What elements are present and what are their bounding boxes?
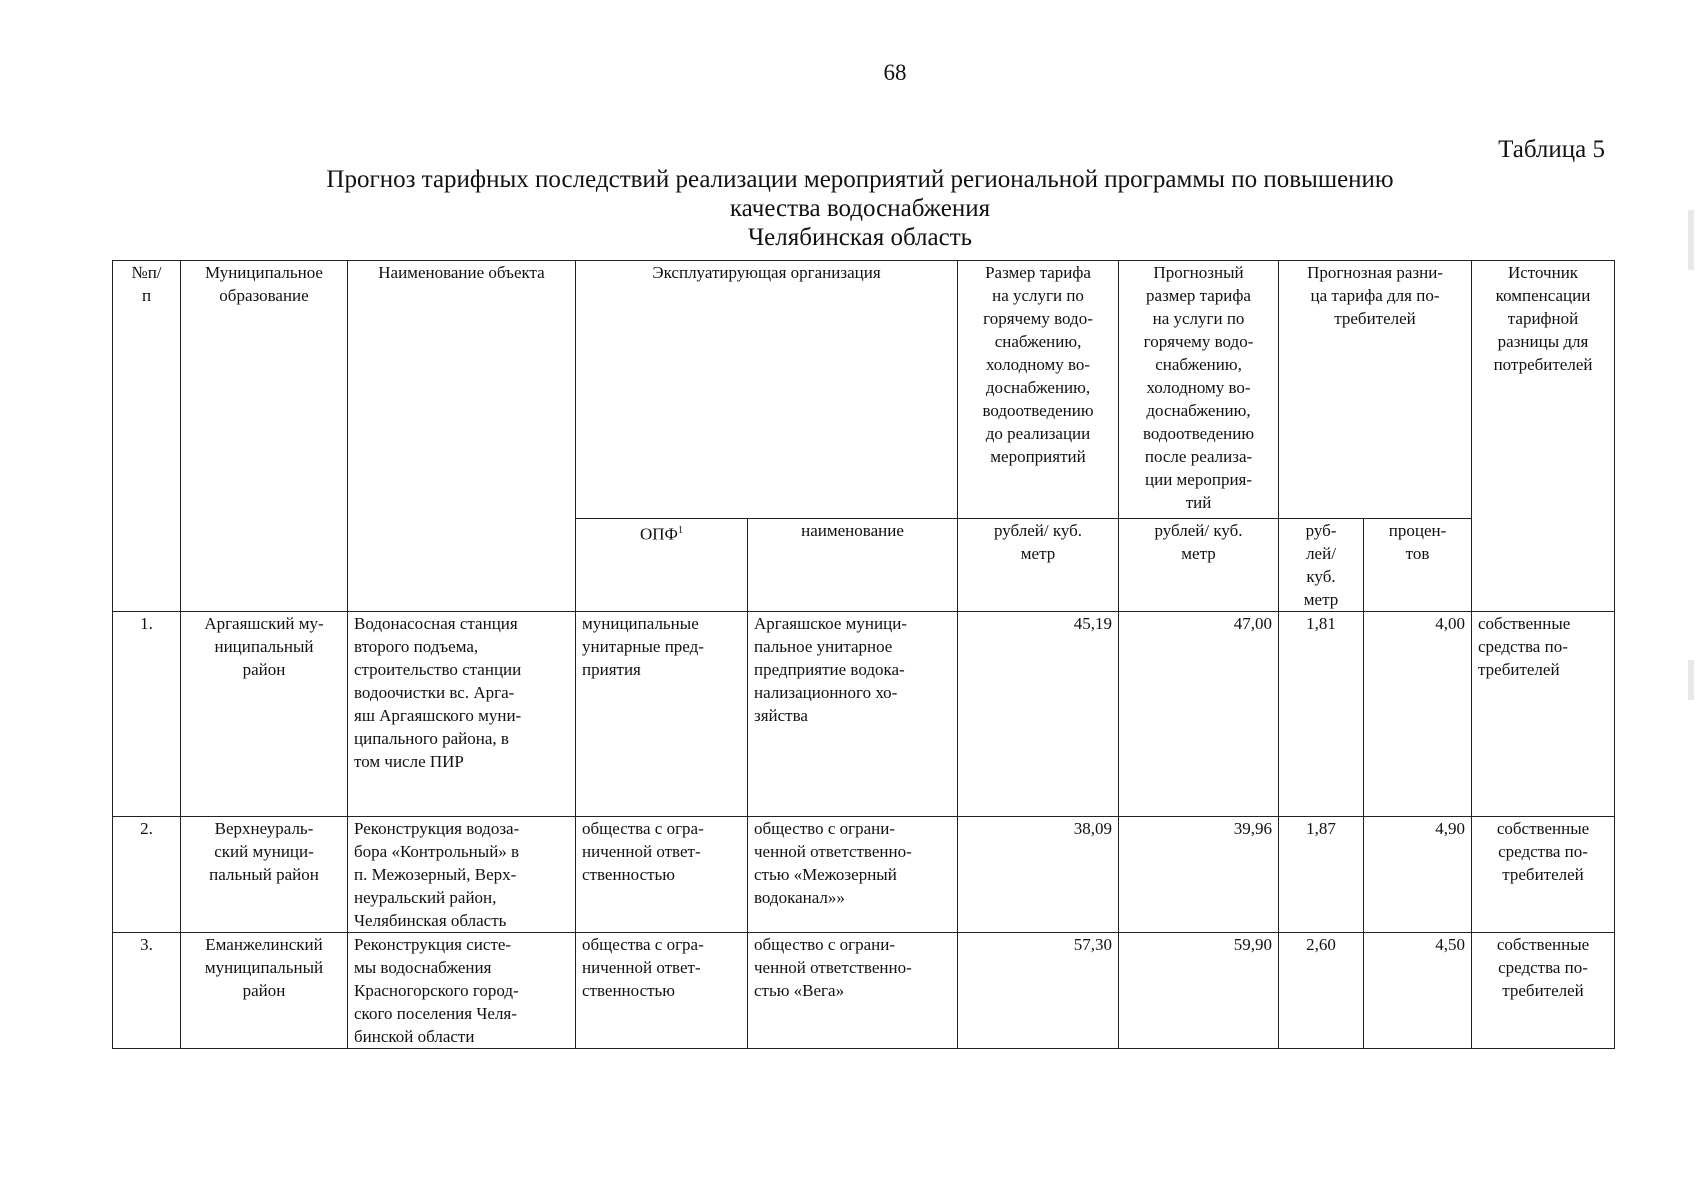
header-opf xyxy=(576,519,748,612)
row-municipality: Аргаяшский му- ниципальный район xyxy=(181,612,348,817)
scan-artifact xyxy=(1688,660,1694,700)
header-unit-after: рублей/ куб. метр xyxy=(1119,519,1279,612)
title-line-1: Прогноз тарифных последствий реализации мероприятий региональной программы по повышению xyxy=(326,166,1394,193)
header-municipality: Муниципальное образование xyxy=(181,261,348,612)
page-number: 68 xyxy=(883,60,907,85)
row-num: 1. xyxy=(113,612,181,817)
row-tariff-after: 47,00 xyxy=(1119,612,1279,817)
table-row xyxy=(113,612,1615,817)
header-unit-before: рублей/ куб. метр xyxy=(958,519,1119,612)
header-tariff-before: Размер тарифа на услуги по горячему водо- снабжению, холодному во- доснабжению, водоотведению до реализации мероприятий xyxy=(958,261,1119,519)
row-diff-pct: 4,90 xyxy=(1364,817,1472,933)
row-opf: общества с огра- ниченной ответ- ственностью xyxy=(576,933,748,1049)
row-diff-rub: 1,81 xyxy=(1279,612,1364,817)
header-source: Источник компенсации тарифной разницы для потребителей xyxy=(1472,261,1615,612)
scan-artifact xyxy=(1688,210,1694,270)
row-source: собственные средства по- требителей xyxy=(1472,933,1615,1049)
header-opf-text: ОПФ xyxy=(640,524,678,544)
row-diff-pct: 4,50 xyxy=(1364,933,1472,1049)
row-num: 2. xyxy=(113,817,181,933)
row-source: собственные средства по- требителей xyxy=(1472,612,1615,817)
row-org-name: общество с ограни- ченной ответственно- стью «Межозерный водоканал»» xyxy=(748,817,958,933)
table-row xyxy=(113,933,1615,1049)
title-line-2: качества водоснабжения xyxy=(729,195,991,222)
row-diff-rub: 2,60 xyxy=(1279,933,1364,1049)
row-source: собственные средства по- требителей xyxy=(1472,817,1615,933)
row-tariff-before: 38,09 xyxy=(958,817,1119,933)
title-line-3: Челябинская область xyxy=(747,224,973,251)
row-tariff-after: 39,96 xyxy=(1119,817,1279,933)
table-label: Таблица 5 xyxy=(1498,136,1605,163)
header-diff: Прогнозная разни- ца тарифа для по- требителей xyxy=(1279,261,1472,519)
row-opf: муниципальные унитарные пред- приятия xyxy=(576,612,748,817)
row-municipality: Верхнеураль- ский муници- пальный район xyxy=(181,817,348,933)
row-object: Реконструкция систе- мы водоснабжения Красногорского город- ского поселения Челя- бинской области xyxy=(348,933,576,1049)
row-diff-pct: 4,00 xyxy=(1364,612,1472,817)
row-object: Водонасосная станция второго подъема, строительство станции водоочистки вс. Арга- яш Аргаяшского муни- ципального района, в том числе ПИР xyxy=(348,612,576,817)
header-tariff-after: Прогнозный размер тарифа на услуги по горячему водо- снабжению, холодному во- доснабжению, водоотведению после реализа- ции мероприя- тий xyxy=(1119,261,1279,519)
row-opf: общества с огра- ниченной ответ- ственностью xyxy=(576,817,748,933)
row-municipality: Еманжелинский муниципальный район xyxy=(181,933,348,1049)
header-opf-footnote: 1 xyxy=(677,525,683,536)
row-org-name: Аргаяшское муници- пальное унитарное предприятие водока- нализационного хо- зяйства xyxy=(748,612,958,817)
tariff-table xyxy=(112,260,1615,1049)
header-unit-diff-pct: процен- тов xyxy=(1364,519,1472,612)
table-title xyxy=(200,165,1520,252)
table-row xyxy=(113,817,1615,933)
row-diff-rub: 1,87 xyxy=(1279,817,1364,933)
header-unit-diff-rub: руб- лей/ куб. метр xyxy=(1279,519,1364,612)
row-tariff-before: 45,19 xyxy=(958,612,1119,817)
row-tariff-before: 57,30 xyxy=(958,933,1119,1049)
row-org-name: общество с ограни- ченной ответственно- стью «Вега» xyxy=(748,933,958,1049)
row-tariff-after: 59,90 xyxy=(1119,933,1279,1049)
header-object: Наименование объекта xyxy=(348,261,576,612)
header-org: Эксплуатирующая организация xyxy=(576,261,958,519)
header-row-1 xyxy=(113,261,1615,519)
row-num: 3. xyxy=(113,933,181,1049)
row-object: Реконструкция водоза- бора «Контрольный» в п. Межозерный, Верх- неуральский район, Челябинская область xyxy=(348,817,576,933)
header-org-name: наименование xyxy=(748,519,958,612)
header-num: №п/ п xyxy=(113,261,181,612)
